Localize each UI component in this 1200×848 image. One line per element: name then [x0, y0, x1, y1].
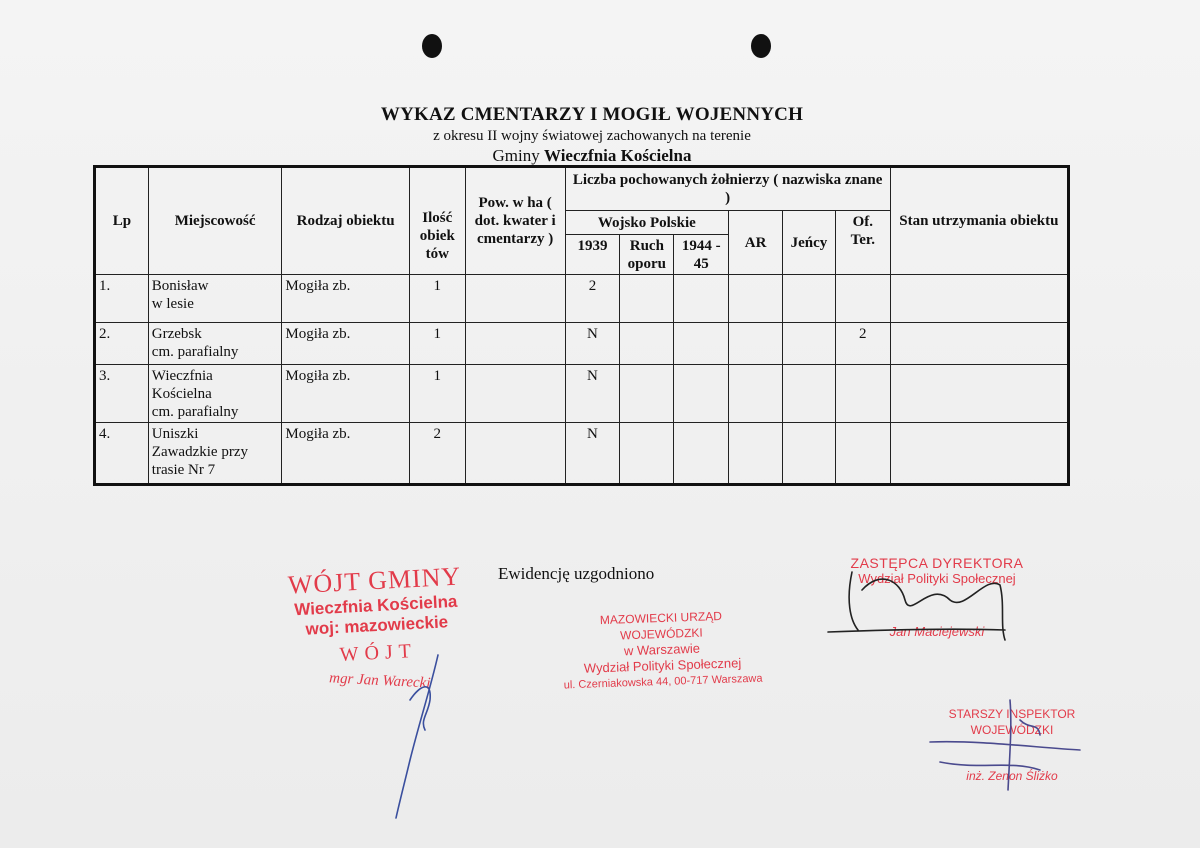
cell-ar	[729, 275, 783, 323]
cell-jency	[782, 423, 835, 485]
cell-y1944	[674, 323, 729, 365]
table-row	[95, 365, 1069, 423]
header-stan: Stan utrzymania obiektu	[890, 167, 1068, 275]
header-wojsko-polskie: Wojsko Polskie	[565, 211, 729, 235]
header-rodzaj: Rodzaj obiektu	[282, 167, 409, 275]
gmina-line	[0, 146, 1192, 166]
cell-y1939: N	[565, 423, 620, 485]
inspektor-name: inż. Zenon Śliżko	[966, 769, 1058, 783]
cell-ilosc: 1	[409, 275, 465, 323]
header-jency: Jeńcy	[782, 211, 835, 275]
cell-ruch	[620, 275, 674, 323]
cell-lp: 4.	[95, 423, 149, 485]
header-miejscowosc: Miejscowość	[148, 167, 282, 275]
cell-y1944	[674, 365, 729, 423]
wojt-stamp	[279, 561, 475, 695]
document-subtitle: z okresu II wojny światowej zachowanych na terenie	[433, 128, 751, 144]
cell-of	[835, 423, 890, 485]
cell-rodzaj: Mogiła zb.	[282, 275, 409, 323]
muw-line4: ul. Czerniakowska 44, 00-717 Warszawa	[563, 672, 763, 692]
wojt-stamp-line3: woj: mazowieckie	[305, 612, 449, 639]
table-row	[95, 275, 1069, 323]
cell-lp: 2.	[95, 323, 149, 365]
cell-y1939: N	[565, 365, 620, 423]
cell-miejscowosc: Wieczfnia Kościelna cm. parafialny	[148, 365, 282, 423]
header-of-ter: Of. Ter.	[835, 211, 890, 275]
cell-jency	[782, 275, 835, 323]
header-ilosc: Ilość obiek tów	[409, 167, 465, 275]
cell-ilosc: 1	[409, 323, 465, 365]
cell-lp: 3.	[95, 365, 149, 423]
cell-lp: 1.	[95, 275, 149, 323]
cell-rodzaj: Mogiła zb.	[282, 323, 409, 365]
muw-line3: Wydział Polityki Społecznej	[583, 655, 742, 676]
cell-ruch	[620, 323, 674, 365]
zastepca-dyrektora-stamp	[832, 556, 1042, 639]
cell-stan	[890, 365, 1068, 423]
punch-hole-right	[751, 34, 771, 58]
cell-rodzaj: Mogiła zb.	[282, 365, 409, 423]
header-ar: AR	[729, 211, 783, 275]
cell-of	[835, 365, 890, 423]
zastepca-line2: Wydział Polityki Społecznej	[858, 571, 1016, 586]
punch-hole-left	[422, 34, 442, 58]
cell-ilosc: 2	[409, 423, 465, 485]
table-body	[95, 275, 1069, 485]
zastepca-name: Jan Maciejewski	[889, 624, 985, 639]
muw-line1: MAZOWIECKI URZĄD WOJEWÓDZKI	[599, 608, 723, 643]
header-1944-45: 1944 - 45	[674, 235, 729, 275]
cell-miejscowosc: Grzebsk cm. parafialny	[148, 323, 282, 365]
cell-ar	[729, 365, 783, 423]
cell-ar	[729, 423, 783, 485]
header-ruch-oporu: Ruch oporu	[620, 235, 674, 275]
wojt-stamp-line2: Wieczfnia Kościelna	[293, 591, 458, 620]
muw-line2: w Warszawie	[623, 640, 701, 659]
header-liczba: Liczba pochowanych żołnierzy ( nazwiska znane )	[565, 167, 890, 211]
cell-of	[835, 275, 890, 323]
zastepca-line1: ZASTĘPCA DYREKTORA	[850, 555, 1024, 571]
cell-miejscowosc: Bonisław w lesie	[148, 275, 282, 323]
cell-jency	[782, 323, 835, 365]
inspektor-line1: STARSZY INSPEKTOR WOJEWÓDZKI	[948, 707, 1076, 737]
wojt-stamp-line1: WÓJT GMINY	[287, 561, 462, 600]
header-pow: Pow. w ha ( dot. kwater i cmentarzy )	[465, 167, 565, 275]
cell-pow	[465, 323, 565, 365]
cell-jency	[782, 365, 835, 423]
cell-ar	[729, 323, 783, 365]
header-1939: 1939	[565, 235, 620, 275]
table-row	[95, 423, 1069, 485]
wojt-stamp-name: mgr Jan Warecki	[328, 670, 431, 692]
cell-pow	[465, 365, 565, 423]
table-row	[95, 323, 1069, 365]
urzad-wojewodzki-stamp	[561, 607, 764, 694]
cell-y1944	[674, 423, 729, 485]
cell-rodzaj: Mogiła zb.	[282, 423, 409, 485]
inspektor-stamp	[912, 706, 1112, 784]
wojt-stamp-line4: WÓJT	[339, 639, 418, 666]
cell-stan	[890, 275, 1068, 323]
cell-pow	[465, 275, 565, 323]
document-title: WYKAZ CMENTARZY I MOGIŁ WOJENNYCH	[380, 104, 804, 125]
cell-pow	[465, 423, 565, 485]
gmina-prefix: Gminy	[492, 146, 540, 165]
cell-ruch	[620, 365, 674, 423]
cell-y1939: N	[565, 323, 620, 365]
cell-stan	[890, 323, 1068, 365]
header-lp: Lp	[95, 167, 149, 275]
cell-y1944	[674, 275, 729, 323]
cell-ruch	[620, 423, 674, 485]
cell-stan	[890, 423, 1068, 485]
ewidencja-text: Ewidencję uzgodniono	[498, 564, 655, 583]
cell-ilosc: 1	[409, 365, 465, 423]
cell-y1939: 2	[565, 275, 620, 323]
cemetery-table	[93, 165, 1070, 486]
cell-of: 2	[835, 323, 890, 365]
gmina-name: Wieczfnia Kościelna	[544, 146, 692, 165]
cell-miejscowosc: Uniszki Zawadzkie przy trasie Nr 7	[148, 423, 282, 485]
